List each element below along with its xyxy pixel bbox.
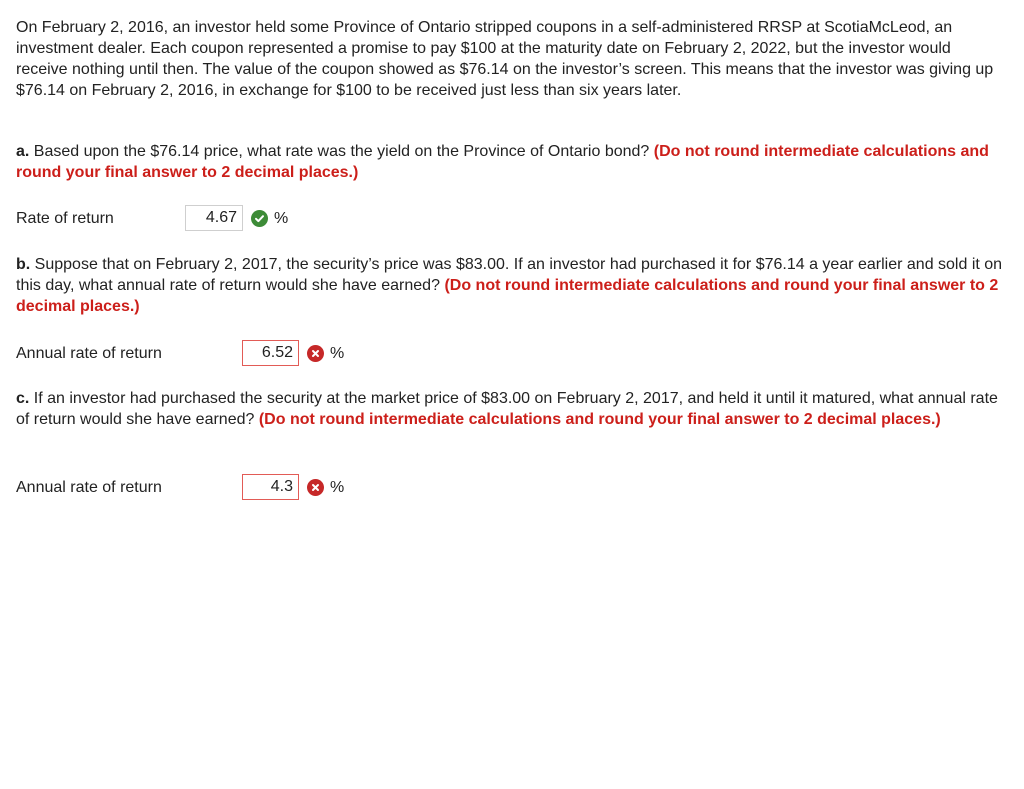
percent-unit: % bbox=[274, 209, 289, 227]
answer-row-c bbox=[16, 474, 344, 500]
question-letter: b. bbox=[16, 256, 31, 273]
answer-input-c[interactable]: 4.3 bbox=[242, 474, 299, 500]
question-instruction: (Do not round intermediate calculations and round your final answer to 2 decimal places.) bbox=[16, 277, 999, 315]
answer-row-a bbox=[16, 205, 288, 231]
x-circle-icon bbox=[307, 479, 324, 496]
question-a bbox=[16, 141, 1006, 183]
question-instruction: (Do not round intermediate calculations and round your final answer to 2 decimal places.) bbox=[16, 143, 989, 181]
percent-unit: % bbox=[330, 478, 345, 496]
percent-unit: % bbox=[330, 344, 345, 362]
question-text: Suppose that on February 2, 2017, the security’s price was $83.00. If an investor had purchased it for $76.14 a year earlier and sold it on this day, what annual rate of return would she have earned? bbox=[16, 256, 1003, 294]
question-letter: a. bbox=[16, 143, 30, 160]
question-letter: c. bbox=[16, 390, 30, 407]
question-c bbox=[16, 388, 1006, 430]
x-circle-icon bbox=[307, 345, 324, 362]
answer-label: Annual rate of return bbox=[16, 478, 162, 496]
question-text: If an investor had purchased the security at the market price of $83.00 on February 2, 2017, and held it until it matured, what annual rate of return would she have earned? bbox=[16, 390, 998, 428]
answer-input-b[interactable]: 6.52 bbox=[242, 340, 299, 366]
answer-row-b bbox=[16, 340, 344, 366]
question-b bbox=[16, 254, 1006, 317]
question-instruction: (Do not round intermediate calculations and round your final answer to 2 decimal places.) bbox=[258, 411, 941, 428]
question-text: Based upon the $76.14 price, what rate was the yield on the Province of Ontario bond? bbox=[33, 143, 650, 160]
answer-label: Rate of return bbox=[16, 209, 114, 227]
problem-intro: On February 2, 2016, an investor held some Province of Ontario stripped coupons in a self-administered RRSP at ScotiaMcLeod, an investment dealer. Each coupon represented a promise to pay $100 at the maturity date on February 2, 2022, but the investor would receive nothing until then. The value of the coupon showed as $76.14 on the investor’s screen. This means that the investor was giving up $76.14 on February 2, 2016, in exchange for $100 to be received just less than six years later. bbox=[16, 19, 994, 99]
check-circle-icon bbox=[251, 210, 268, 227]
answer-input-a[interactable]: 4.67 bbox=[185, 205, 243, 231]
answer-label: Annual rate of return bbox=[16, 344, 162, 362]
